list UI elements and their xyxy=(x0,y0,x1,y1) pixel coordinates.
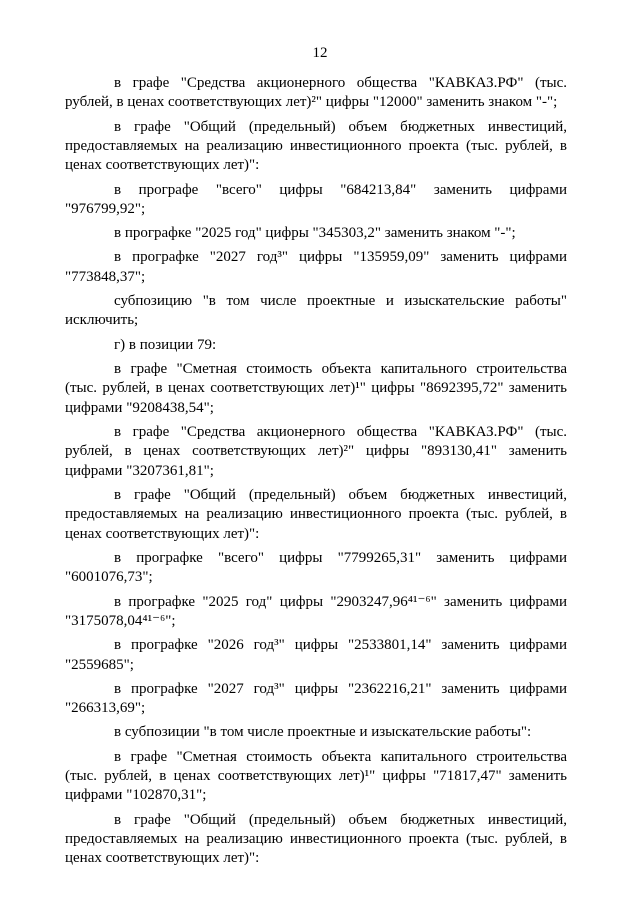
paragraph: в графе "Общий (предельный) объем бюджетных инвестиций, предоставляемых на реализацию инвестиционного проекта (тыс. рублей, в ценах соответствующих лет)": xyxy=(65,811,567,867)
paragraph: в графе "Средства акционерного общества "КАВКАЗ.РФ" (тыс. рублей, в ценах соответствующих лет)²" цифры "12000" заменить знаком "-"; xyxy=(65,75,567,111)
paragraph: в субпозиции "в том числе проектные и изыскательские работы": xyxy=(114,724,532,741)
paragraph: в графе "Общий (предельный) объем бюджетных инвестиций, предоставляемых на реализацию инвестиционного проекта (тыс. рублей, в ценах соответствующих лет)": xyxy=(65,486,567,542)
paragraph: в прографке "всего" цифры "7799265,31" заменить цифрами "6001076,73"; xyxy=(65,549,567,586)
paragraph: в графе "Общий (предельный) объем бюджетных инвестиций, предоставляемых на реализацию инвестиционного проекта (тыс. рублей, в ценах соответствующих лет)": xyxy=(65,118,567,174)
paragraph: г) в позиции 79: xyxy=(114,336,217,353)
paragraph: в прографке "2027 год³" цифры "135959,09" заменить цифрами "773848,37"; xyxy=(65,249,567,285)
paragraph: в прографе "всего" цифры "684213,84" заменить цифрами "976799,92"; xyxy=(65,181,567,218)
document-body xyxy=(65,74,567,874)
paragraph: в прографке "2025 год" цифры "2903247,96⁴¹⁻⁶" заменить цифрами "3175078,04⁴¹⁻⁶"; xyxy=(65,593,567,629)
paragraph: в графе "Средства акционерного общества "КАВКАЗ.РФ" (тыс. рублей, в ценах соответствующих лет)²" цифры "893130,41" заменить цифрами "3207361,81"; xyxy=(65,423,567,479)
paragraph: в графе "Сметная стоимость объекта капитального строительства (тыс. рублей, в ценах соответствующих лет)¹" цифры "71817,47" заменить цифрами "102870,31"; xyxy=(65,748,567,804)
paragraph: в прографке "2025 год" цифры "345303,2" заменить знаком "-"; xyxy=(114,225,516,242)
paragraph: в прографке "2026 год³" цифры "2533801,14" заменить цифрами "2559685"; xyxy=(65,637,567,673)
paragraph: субпозицию "в том числе проектные и изыскательские работы" исключить; xyxy=(65,293,567,329)
page-number: 12 xyxy=(312,45,328,61)
paragraph: в прографке "2027 год³" цифры "2362216,21" заменить цифрами "266313,69"; xyxy=(65,680,567,717)
paragraph: в графе "Сметная стоимость объекта капитального строительства (тыс. рублей, в ценах соответствующих лет)¹" цифры "8692395,72" заменить цифрами "9208438,54"; xyxy=(65,360,567,416)
